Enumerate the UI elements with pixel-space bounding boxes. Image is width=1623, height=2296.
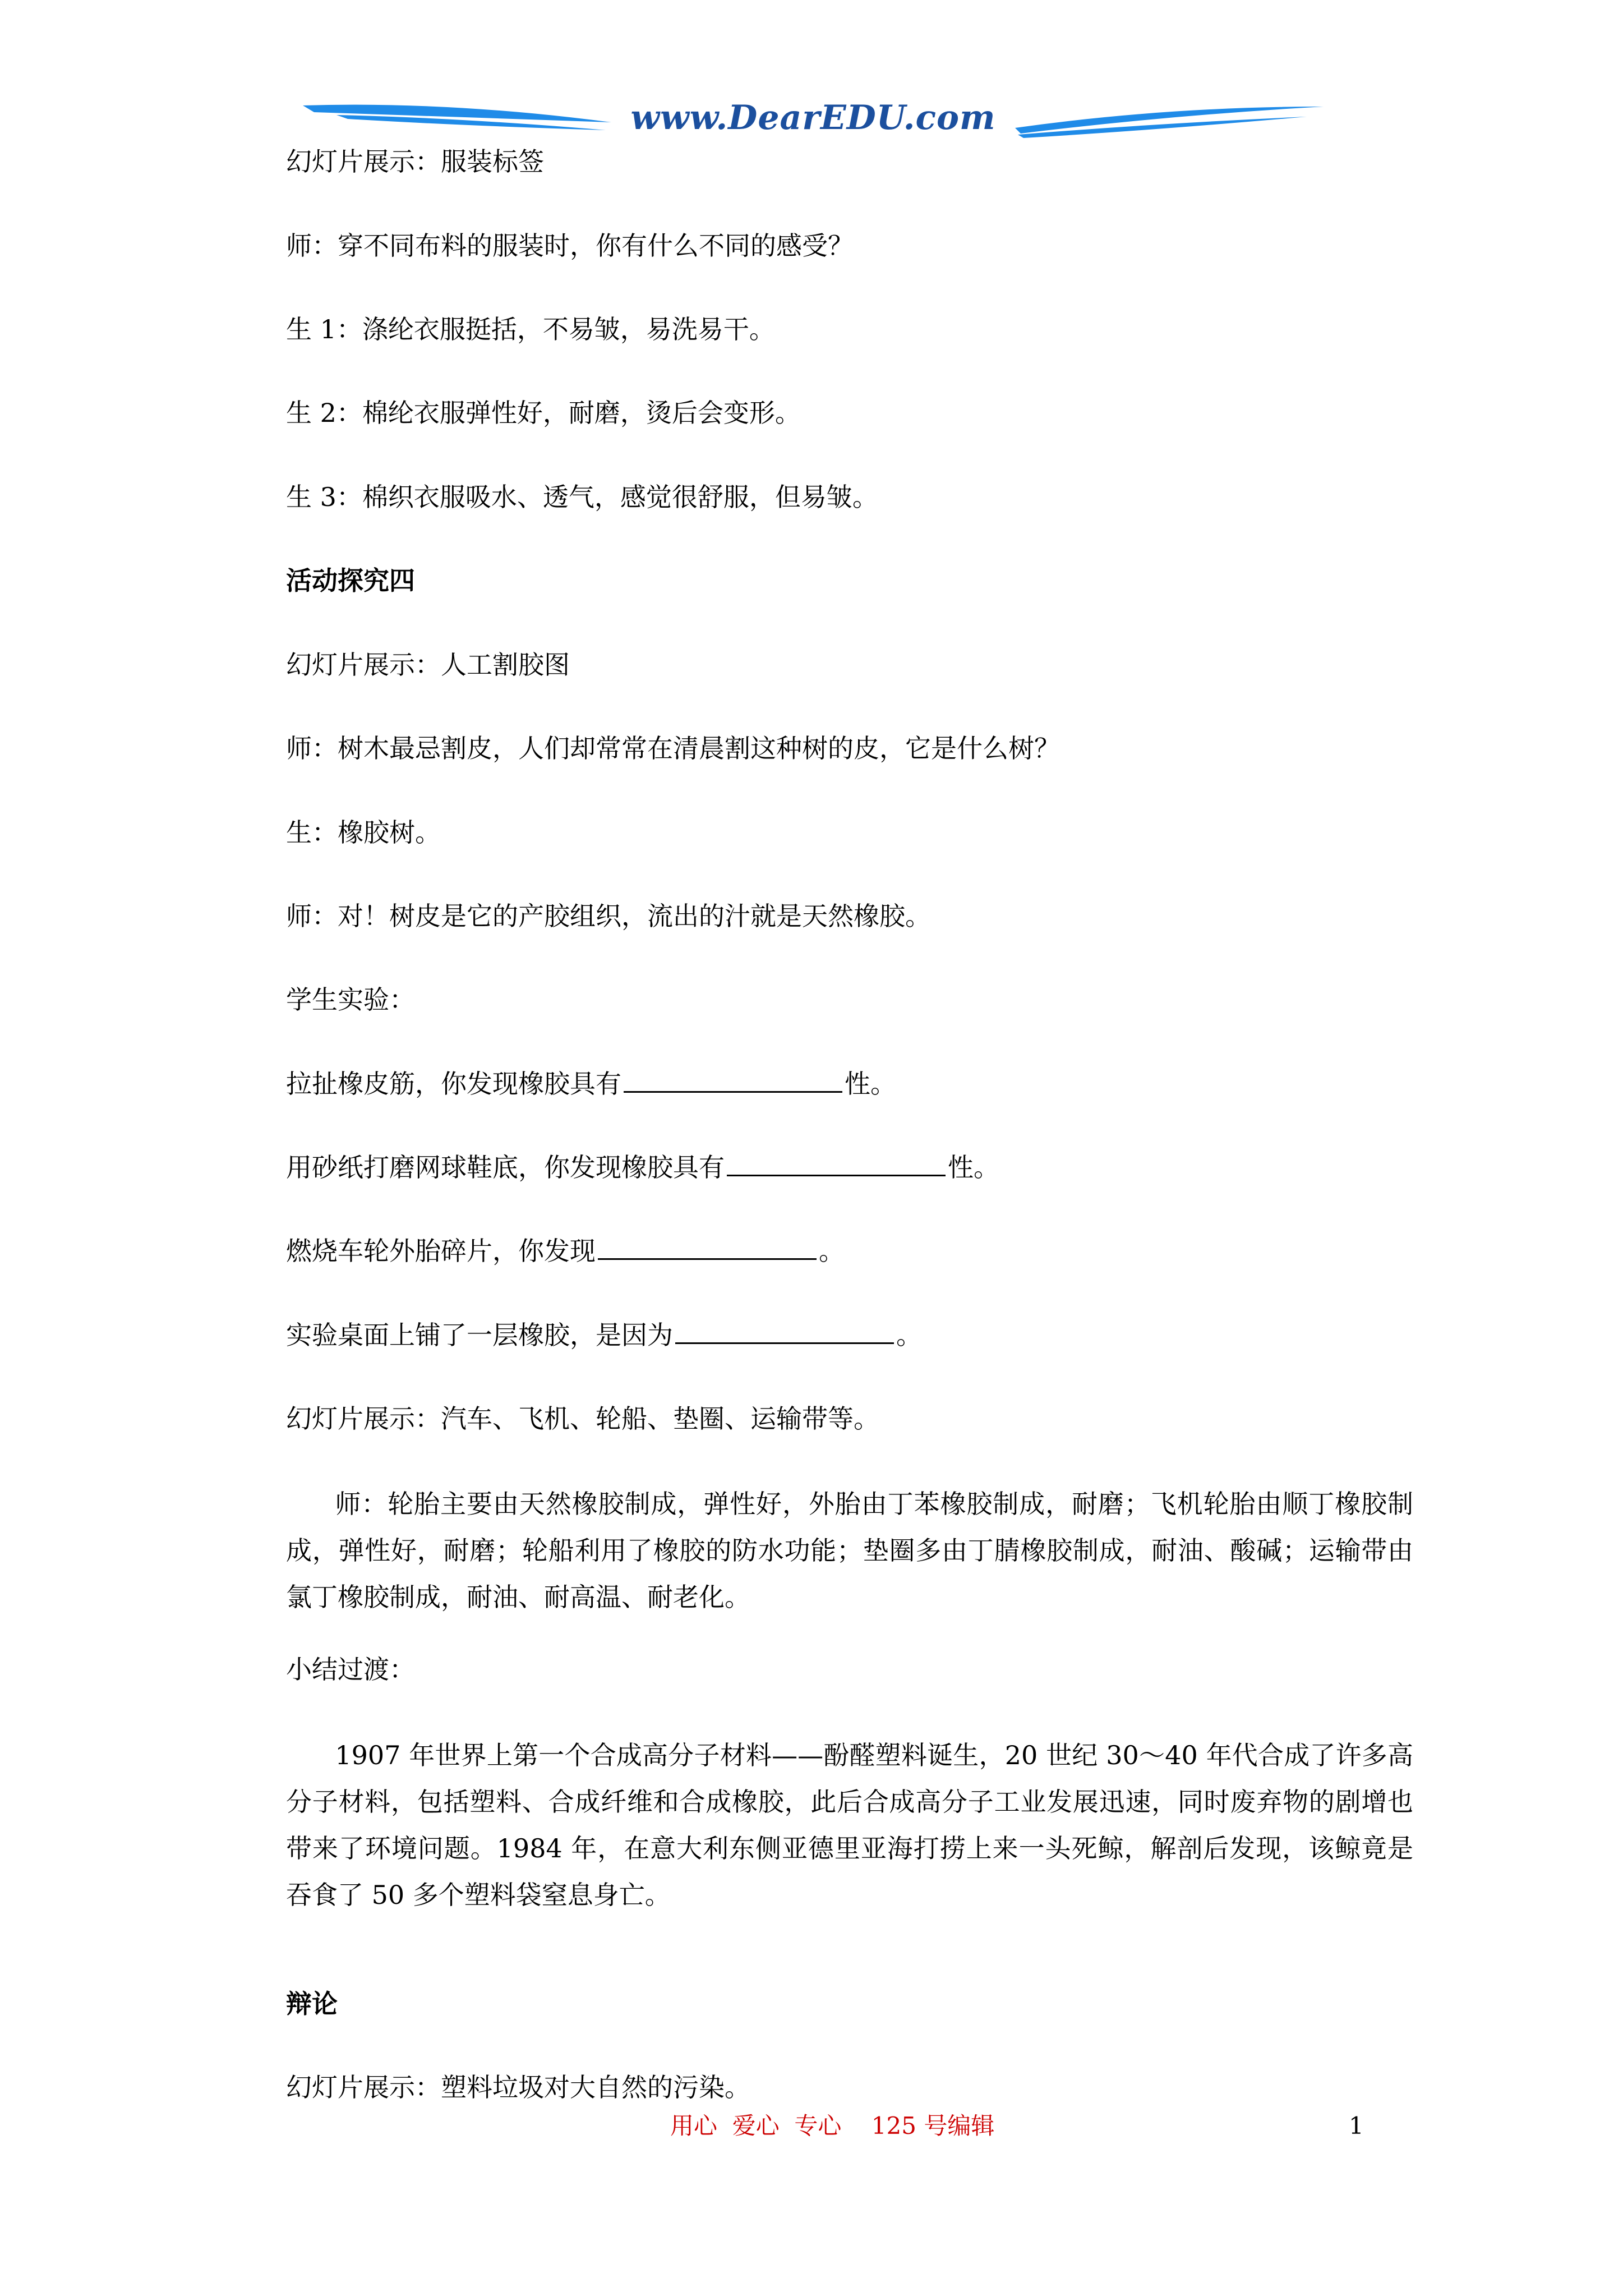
text-line: 幻灯片展示：服装标签	[286, 146, 544, 177]
blank-underline	[727, 1151, 946, 1176]
text-line: 师：树木最忌割皮，人们却常常在清晨割这种树的皮，它是什么树？	[286, 733, 1060, 763]
section-heading: 活动探究四	[286, 565, 415, 596]
fill-blank-before: 拉扯橡皮筋，你发现橡胶具有	[286, 1069, 621, 1099]
summary-paragraph: 1907 年世界上第一个合成高分子材料——酚醛塑料诞生，20 世纪 30～40 年代合成了许多高分子材料，包括塑料、合成纤维和合成橡胶，此后合成高分子工业发展迅速，同时废弃物的剧增也带来了环境问题。1984 年，在意大利东侧亚德里亚海打捞上来一头死鲸，解剖后发现，该鲸竟是吞食了 50 多个塑料袋窒息身亡。	[286, 1740, 1413, 1910]
text-line: 师：对！树皮是它的产胶组织，流出的汁就是天然橡胶。	[286, 901, 931, 931]
blank-underline	[598, 1235, 817, 1260]
fill-blank-after: 。	[819, 1236, 845, 1266]
text-line: 幻灯片展示：人工割胶图	[286, 650, 570, 680]
text-line: 学生实验：	[286, 984, 415, 1015]
text-line: 生 2：棉纶衣服弹性好，耐磨，烫后会变形。	[286, 398, 801, 428]
page-number: 1	[1349, 2112, 1364, 2139]
fill-blank-line	[286, 1234, 845, 1268]
summary-title	[286, 1653, 415, 1686]
text-line: 幻灯片展示：汽车、飞机、轮船、垫圈、运输带等。	[286, 1404, 879, 1434]
header-logo-text: www.DearEDU.com	[630, 98, 996, 137]
left-swoosh-shape	[303, 105, 611, 122]
fill-blank-before: 用砂纸打磨网球鞋底，你发现橡胶具有	[286, 1152, 725, 1182]
section-heading: 辩论	[286, 1989, 338, 2019]
fill-blank-line	[286, 1151, 999, 1184]
fill-blank-line	[286, 1318, 922, 1352]
blank-underline	[675, 1319, 894, 1344]
fill-blank-after: 。	[896, 1320, 922, 1350]
text-line: 师：穿不同布料的服装时，你有什么不同的感受？	[286, 231, 854, 261]
right-swoosh-shape	[1015, 107, 1324, 134]
footer-text: 用心 爱心 专心 125 号编辑	[670, 2112, 995, 2139]
fill-blank-before: 实验桌面上铺了一层橡胶，是因为	[286, 1320, 673, 1350]
text-line: 生 3：棉织衣服吸水、透气，感觉很舒服，但易皱。	[286, 482, 878, 512]
text-line: 生：橡胶树。	[286, 817, 441, 848]
fill-blank-before: 燃烧车轮外胎碎片，你发现	[286, 1236, 596, 1266]
fill-blank-after: 性。	[845, 1069, 896, 1099]
fill-blank-line	[286, 1067, 896, 1101]
fill-blank-after: 性。	[948, 1152, 999, 1182]
teacher-paragraph: 师：轮胎主要由天然橡胶制成，弹性好，外胎由丁苯橡胶制成，耐磨；飞机轮胎由顺丁橡胶制成，弹性好，耐磨；轮船利用了橡胶的防水功能；垫圈多由丁腈橡胶制成，耐油、酸碱；运输带由氯丁橡胶制成，耐油、耐高温、耐老化。	[286, 1489, 1413, 1612]
summary-title-text: 小结过渡：	[286, 1654, 415, 1685]
text-line: 幻灯片展示：塑料垃圾对大自然的污染。	[286, 2072, 750, 2102]
blank-underline	[624, 1068, 842, 1093]
text-line: 生 1：涤纶衣服挺括，不易皱，易洗易干。	[286, 314, 775, 344]
page-footer	[0, 2109, 1623, 2143]
